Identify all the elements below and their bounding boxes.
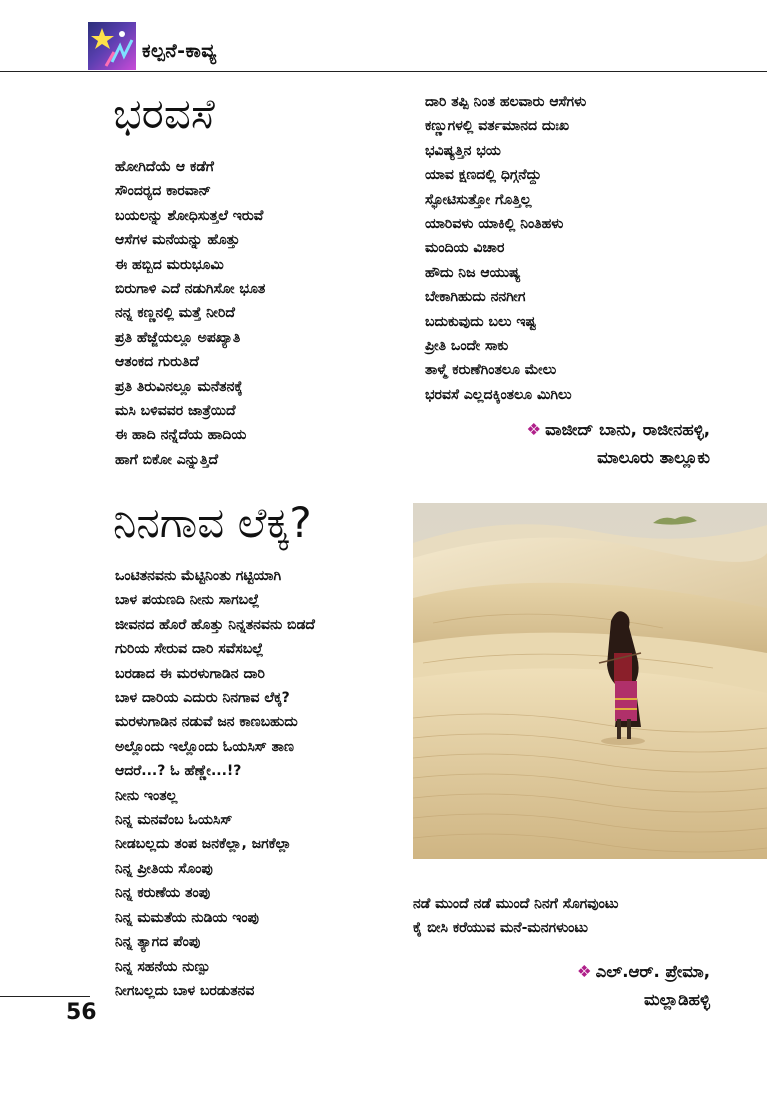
poem-line: ಆತಂಕದ ಗುರುತಿದೆ (115, 354, 199, 371)
poem1-credit-line1 (526, 416, 710, 444)
poem-line: ಈ ಹಾದಿ ನನ್ನೆದೆಯ ಹಾದಿಯ (115, 427, 247, 444)
poem-line: ನಿನ್ನ ಕರುಣೆಯ ತಂಪು (115, 885, 211, 902)
poem1-title: ಭರವಸೆ (113, 89, 215, 138)
sparkle-star-icon (88, 22, 136, 70)
poem-line: ಮಂದಿಯ ವಿಚಾರ (425, 240, 505, 257)
section-title: ಕಲ್ಪನೆ-ಕಾವ್ಯ (142, 40, 217, 62)
poem-line: ಭವಿಷ್ಯತ್ತಿನ ಭಯ (425, 142, 501, 159)
caption-line: ಕೈ ಬೀಸಿ ಕರೆಯುವ ಮನೆ-ಮನಗಳುಂಟು (413, 920, 588, 936)
poem-line: ಬಯಲನ್ನು ಶೋಧಿಸುತ್ತಲೆ ಇರುವೆ (115, 207, 264, 224)
poem1-lines-right (425, 90, 586, 407)
poem-line: ನಿನ್ನ ಪ್ರೀತಿಯ ಸೊಂಪು (115, 860, 213, 877)
poem-line: ಬಾಳ ದಾರಿಯ ಎದುರು ನಿನಗಾವ ಲೆಕ್ಕ? (115, 690, 290, 707)
poem-line: ಜೀವನದ ಹೊರೆ ಹೊತ್ತು ನಿನ್ನತನವನು ಬಿಡದೆ (115, 616, 315, 633)
poem-line: ಹಾಗೆ ಬಿಕೋ ಎನ್ನುತ್ತಿದೆ (115, 451, 219, 468)
poem-line: ಮರಳುಗಾಡಿನ ನಡುವೆ ಜನ ಕಾಣಬಹುದು (115, 714, 298, 731)
desert-photo (413, 503, 767, 859)
page-number: 56 (66, 1000, 97, 1025)
poem1-credit (526, 416, 710, 472)
poem-line: ಹೋಗಿದೆಯೆ ಆ ಕಡೆಗೆ (115, 159, 214, 175)
poem-line: ಭರವಸೆ ಎಲ್ಲದಕ್ಕಿಂತಲೂ ಮಿಗಿಲು (425, 386, 572, 403)
poem-line: ಸ್ಫೋಟಿಸುತ್ತೋ ಗೊತ್ತಿಲ್ಲ (425, 191, 532, 208)
poem-line: ಈ ಹಬ್ಬಿದ ಮರುಭೂಮಿ (115, 256, 224, 273)
poem-line: ನಿನ್ನ ಮನವೆಂಬ ಓಯಸಿಸ್ (115, 812, 233, 829)
poem-line: ಸೌಂದರ್‍ಯದ ಕಾರವಾನ್ (115, 183, 212, 200)
poem-line: ಆದರೆ...? ಓ ಹೆಣ್ಣೇ...!? (115, 763, 242, 780)
poem-line: ಬಾಳ ಪಯಣದಿ ನೀನು ಸಾಗಬಲ್ಲೆ (115, 592, 260, 609)
poem-line: ಮಸಿ ಬಳಿವವರ ಜಾತ್ರೆಯಿದೆ (115, 403, 236, 420)
poem-line: ಯಾವ ಕ್ಷಣದಲ್ಲಿ ಧಿಗ್ಗನೆದ್ದು (425, 167, 542, 184)
poem1-lines-left (115, 155, 265, 472)
poem-line: ದಾರಿ ತಪ್ಪಿ ನಿಂತ ಹಲವಾರು ಆಸೆಗಳು (425, 94, 587, 110)
poem-line: ತಾಳ್ಮೆ ಕರುಣೆಗಿಂತಲೂ ಮೇಲು (425, 362, 557, 379)
poem-line: ಬರಡಾದ ಈ ಮರಳುಗಾಡಿನ ದಾರಿ (115, 665, 265, 682)
poem-line: ಪ್ರೀತಿ ಒಂದೇ ಸಾಕು (425, 338, 509, 355)
poem-line: ನೀನು ಇಂತಲ್ಲ (115, 787, 178, 804)
footer-divider (0, 996, 90, 997)
poem-line: ಅಲ್ಲೊಂದು ಇಲ್ಲೊಂದು ಓಯಸಿಸ್ ತಾಣ (115, 738, 294, 755)
diamond-bullet-icon: ❖ (576, 962, 592, 981)
poem-line: ಬದುಕುವುದು ಬಲು ಇಷ್ಟ (425, 313, 537, 330)
desert-woman-illustration (413, 503, 767, 859)
poem2-credit-line2: ಮಲ್ಲಾಡಿಹಳ್ಳಿ (643, 990, 710, 1009)
poem1-credit-line2: ಮಾಲೂರು ತಾಲ್ಲೂಕು (597, 448, 710, 467)
poem2-caption (413, 892, 618, 940)
poem-line: ಹೌದು ನಿಜ ಆಯುಷ್ಯ (425, 264, 521, 281)
poem2-credit-line1 (577, 958, 710, 986)
poem2-title: ನಿನಗಾವ ಲೆಕ್ಕ? (113, 498, 312, 547)
caption-line: ನಡೆ ಮುಂದೆ ನಡೆ ಮುಂದೆ ನಿನಗೆ ಸೊಗವುಂಟು (413, 896, 619, 912)
poem-line: ಪ್ರತಿ ತಿರುವಿನಲ್ಲೂ ಮನೆತನಕ್ಕೆ (115, 378, 243, 395)
poem-line: ನೀಗಬಲ್ಲದು ಬಾಳ ಬರಡುತನವ (115, 982, 255, 999)
poem-line: ನನ್ನ ಕಣ್ಣನಲ್ಲಿ ಮತ್ತೆ ನೀರಿದೆ (115, 305, 235, 322)
poem-line: ಬೇಕಾಗಿಹುದು ನನಗೀಗ (425, 289, 526, 306)
poem-line: ಕಣ್ಣುಗಳಲ್ಲಿ ವರ್ತಮಾನದ ದುಃಖ (425, 118, 570, 135)
poem-line: ಗುರಿಯ ಸೇರುವ ದಾರಿ ಸವೆಸಬಲ್ಲೆ (115, 641, 264, 658)
poem-line: ನಿನ್ನ ಮಮತೆಯ ನುಡಿಯ ಇಂಪು (115, 909, 259, 926)
poem-line: ನಿನ್ನ ತ್ಯಾಗದ ಪೆಂಪು (115, 934, 201, 951)
poem-line: ಒಂಟಿತನವನು ಮೆಟ್ಟಿನಿಂತು ಗಟ್ಟಿಯಾಗಿ (115, 568, 282, 584)
diamond-bullet-icon: ❖ (526, 420, 542, 439)
poem2-lines (115, 564, 315, 1003)
poem-line: ಆಸೆಗಳ ಮನೆಯನ್ನು ಹೊತ್ತು (115, 232, 240, 249)
poem-line: ನೀಡಬಲ್ಲದು ತಂಪ ಜನಕೆಲ್ಲಾ, ಜಗಕೆಲ್ಲಾ (115, 836, 292, 853)
poem-line: ಬಿರುಗಾಳಿ ಎದೆ ನಡುಗಿಸೋ ಭೂತ (115, 281, 266, 298)
poem-line: ನಿನ್ನ ಸಹನೆಯ ನುಣ್ಪು (115, 958, 210, 975)
poem-line: ಯಾರಿವಳು ಯಾಕಿಲ್ಲಿ ನಿಂತಿಹಳು (425, 216, 564, 233)
header-divider (0, 71, 767, 72)
section-logo (88, 22, 136, 70)
poem-line: ಪ್ರತಿ ಹೆಜ್ಜೆಯಲ್ಲೂ ಅಪಖ್ಯಾತಿ (115, 329, 241, 346)
poem2-credit-name: ಎಲ್.ಆರ್. ಪ್ರೇಮಾ, (595, 962, 710, 981)
poem2-credit (577, 958, 710, 1014)
poem1-credit-name: ವಾಜೀದ್ ಬಾನು, ರಾಜೀನಹಳ್ಳಿ, (545, 420, 710, 439)
